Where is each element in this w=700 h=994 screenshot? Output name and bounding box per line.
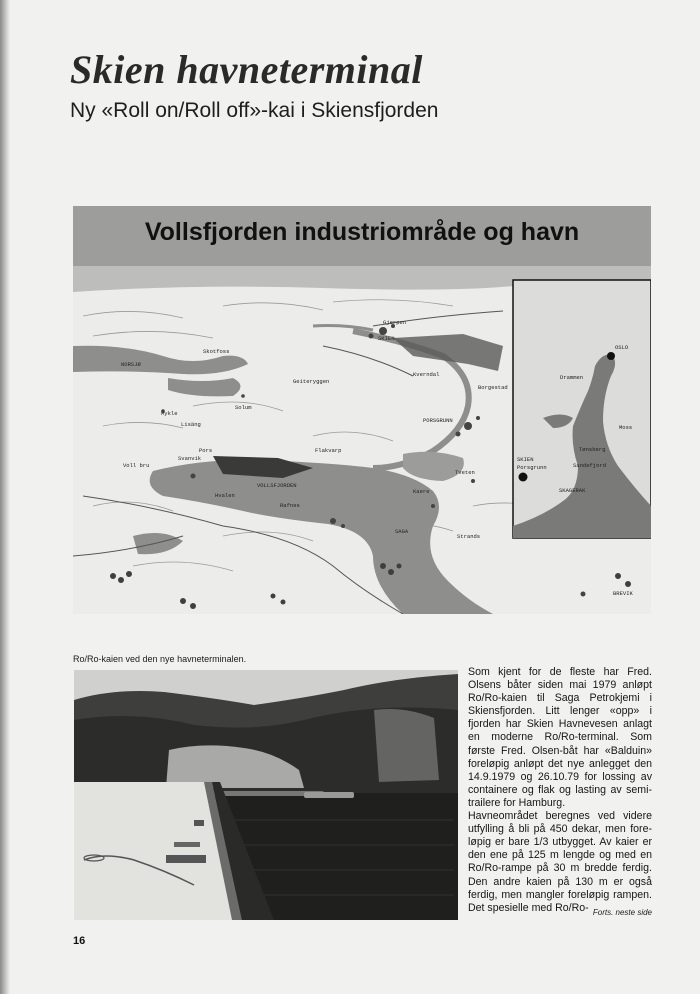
map-label-place: Rafnes — [280, 502, 300, 509]
map-label-place: Solum — [235, 404, 252, 411]
map-label-place: BREVIK — [613, 590, 633, 597]
map-label-place: Flakvarp — [315, 447, 342, 454]
quay-photo — [74, 670, 458, 920]
map-label-place: Kverndal — [413, 371, 440, 378]
map-label-place: VOLLSFJORDEN — [257, 482, 297, 489]
inset-label: SKIEN — [517, 456, 534, 463]
map-label-place: Tveten — [455, 469, 475, 476]
inset-label: SKAGERAK — [559, 487, 586, 494]
inset-label: Moss — [619, 424, 633, 431]
map-label-place: Lisäng — [181, 421, 201, 428]
inset-label: Tønsberg — [579, 446, 606, 453]
inset-label: OSLO — [615, 344, 629, 351]
map-label-place: Skotfoss — [203, 348, 230, 355]
photo-caption: Ro/Ro-kaien ved den nye havneterminalen. — [73, 654, 247, 664]
quay-photo-drawing — [74, 670, 458, 920]
map-label-place: Mykle — [161, 410, 178, 417]
map-label-place: Pors — [199, 447, 213, 454]
continued-note: Forts. neste side — [592, 908, 652, 917]
map-label-place: Borgestad — [478, 384, 508, 391]
map-label-place: Geiteryggen — [293, 378, 330, 385]
map-label-place: PORSGRUNN — [423, 417, 453, 424]
article-paragraph: Som kjent for de fleste har Fred. Olsens båter siden mai 1979 anløpt Ro/Ro-kaien til Saga Petrokjemi i Skiensfjorden. Litt lenger «opp» i fjorden har Skien Havnevesen anlagt en moderne Ro/Ro-terminal. Som første Fred. Olsen-båt har «Balduin» foreløpig anløpt det nye anlegget den 14.9.1979 og 26.10.79 for lossing av containere og flak og lasting av semi-trailere for Hamburg. — [468, 666, 652, 809]
inset-label: Sandefjord — [573, 462, 607, 469]
page-number: 16 — [73, 935, 86, 947]
page-title: Skien havneterminal — [70, 47, 423, 92]
map-label-place: Gjerpen — [383, 319, 407, 326]
map-label-place: SAGA — [395, 528, 409, 535]
map-label-place: Hvalen — [215, 492, 235, 499]
page-subtitle: Ny «Roll on/Roll off»-kai i Skiensfjorden — [70, 99, 439, 122]
inset-label: Drammen — [560, 374, 584, 381]
inset-label: Porsgrunn — [517, 464, 547, 471]
map-label-place: NORSJØ — [121, 361, 141, 368]
map-label-place: Kaere — [413, 488, 430, 495]
map-label-place: Strands — [457, 533, 481, 540]
page-binding-edge — [0, 0, 10, 994]
article-body — [468, 666, 652, 915]
map-heading: Vollsfjorden industriområde og havn — [144, 218, 580, 246]
map-drawing — [73, 206, 651, 614]
map-label-place: Svanvik — [178, 455, 202, 462]
map-label-place: Voll bru — [123, 462, 150, 469]
article-paragraph: Havneområdet beregnes ved videre utfylling å bli på 450 dekar, men fore-løpig er bare 1/3 utbygget. Av kaier er den ene på 125 m lengde og med en Ro/Ro-rampe på 30 m bredde ferdig. Den andre kaien på 130 m er også ferdig, men mangler foreløpig rampen. Det spesielle med Ro/Ro- — [468, 810, 652, 914]
map-label-place: SKIEN — [378, 335, 395, 342]
map-illustration — [73, 206, 651, 614]
